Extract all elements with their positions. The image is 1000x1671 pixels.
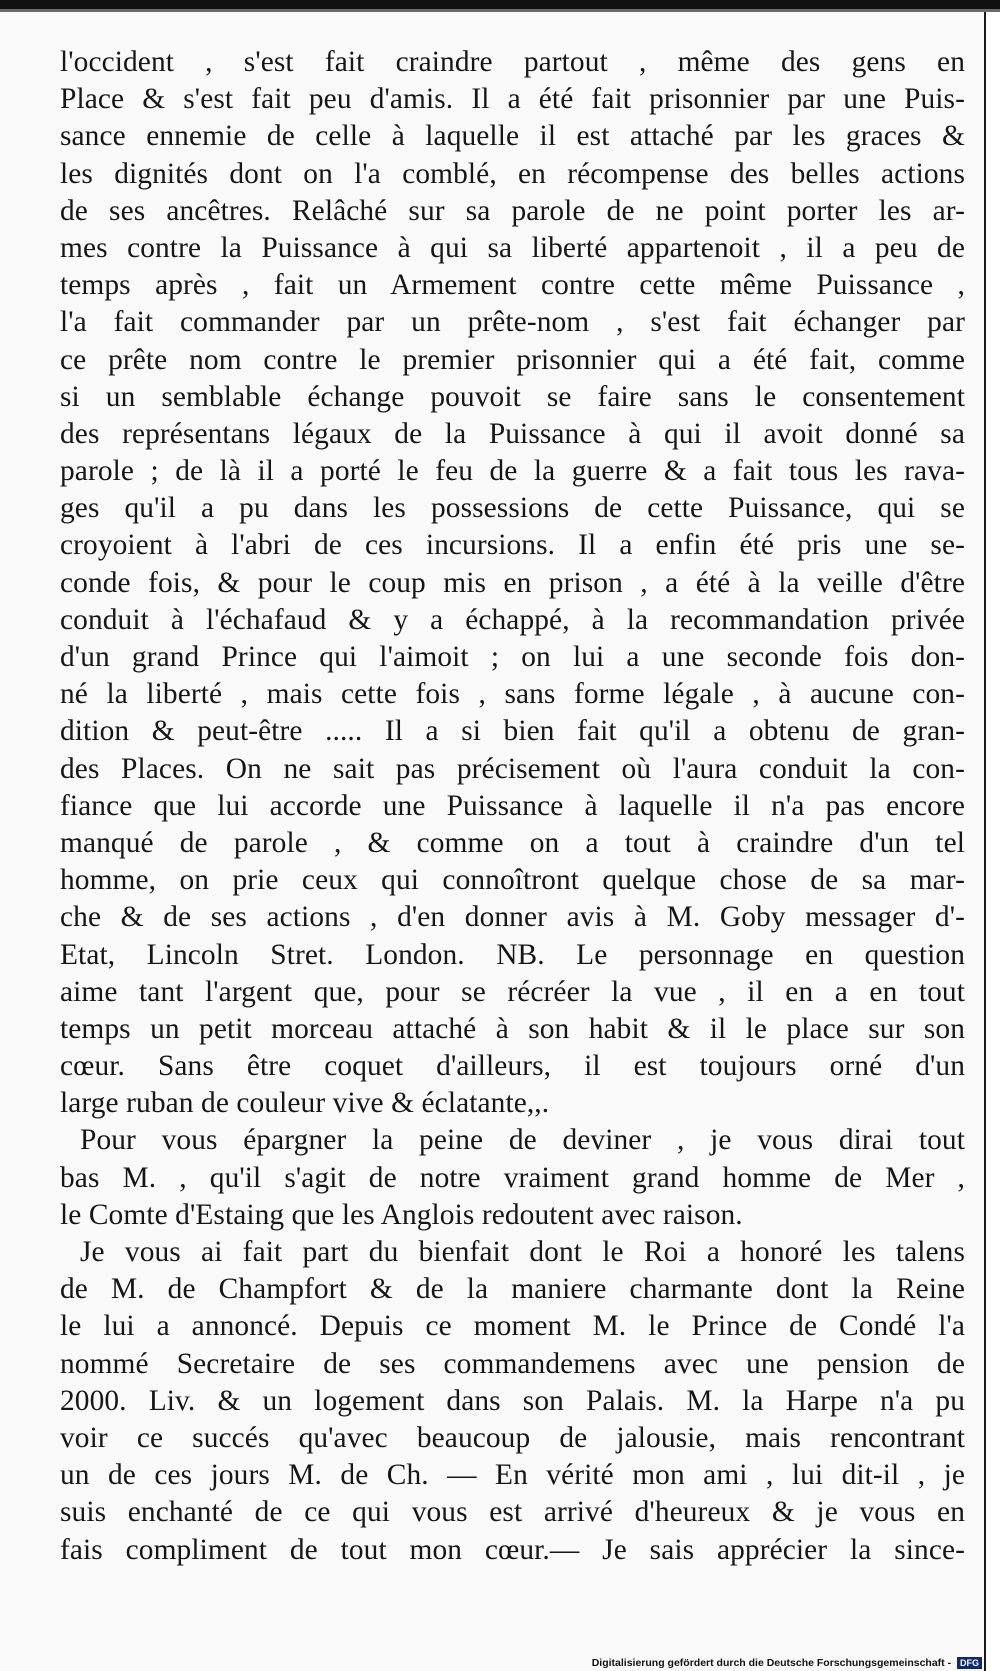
text-line: Etat, Lincoln Stret. London. NB. Le personnage en question	[60, 938, 965, 971]
text-line: fais compliment de tout mon cœur.— Je sais apprécier la since-	[60, 1533, 965, 1566]
text-line: mes contre la Puissance à qui sa liberté appartenoit , il a peu de	[60, 231, 965, 264]
text-line: temps après , fait un Armement contre cette même Puissance ,	[60, 269, 965, 302]
text-line: suis enchanté de ce qui vous est arrivé d'heureux & je vous en	[60, 1496, 965, 1529]
text-line: Place & s'est fait peu d'amis. Il a été fait prisonnier par une Puis-	[60, 83, 965, 116]
text-line: l'occident , s'est fait craindre partout , même des gens en	[60, 46, 965, 78]
text-line: né la liberté , mais cette fois , sans forme légale , à aucune con-	[60, 678, 965, 711]
text-line: che & de ses actions , d'en donner avis à M. Goby messager d'-	[60, 901, 965, 934]
text-line: croyoient à l'abri de ces incursions. Il a enfin été pris une se-	[60, 529, 965, 562]
credit-text: Digitalisierung gefördert durch die Deutsche Forschungsgemeinschaft -	[591, 1657, 952, 1669]
body-text	[60, 44, 965, 1569]
text-line: de ses ancêtres. Relâché sur sa parole de ne point porter les ar-	[60, 194, 965, 227]
text-line: cœur. Sans être coquet d'ailleurs, il est toujours orné d'un	[60, 1050, 965, 1083]
text-line: temps un petit morceau attaché à son habit & il le place sur son	[60, 1012, 965, 1045]
text-line: d'un grand Prince qui l'aimoit ; on lui a une seconde fois don-	[60, 641, 965, 673]
text-line: des représentans légaux de la Puissance à qui il avoit donné sa	[60, 417, 965, 450]
text-line: des Places. On ne sait pas précisement où l'aura conduit la con-	[60, 752, 965, 785]
text-line: sance ennemie de celle à laquelle il est attaché par les graces &	[60, 120, 965, 153]
text-line: conde fois, & pour le coup mis en prison , a été à la veille d'être	[60, 566, 965, 599]
text-line: bas M. , qu'il s'agit de notre vraiment grand homme de Mer ,	[60, 1161, 965, 1194]
top-edge-shadow	[0, 0, 1000, 9]
text-line: manqué de parole , & comme on a tout à craindre d'un tel	[60, 826, 965, 859]
text-line: le Comte d'Estaing que les Anglois redoutent avec raison.	[60, 1198, 743, 1231]
text-line: homme, on prie ceux qui connoîtront quelque chose de sa mar-	[60, 864, 965, 897]
text-line: les dignités dont on l'a comblé, en récompense des belles actions	[60, 157, 965, 190]
text-line: conduit à l'échafaud & y a échappé, à la recommandation privée	[60, 603, 965, 636]
text-line: voir ce succés qu'avec beaucoup de jalousie, mais rencontrant	[60, 1421, 965, 1454]
text-line: parole ; de là il a porté le feu de la guerre & a fait tous les rava-	[60, 455, 965, 488]
text-line: si un semblable échange pouvoit se faire sans le consentement	[60, 380, 965, 413]
text-line: de M. de Champfort & de la maniere charmante dont la Reine	[60, 1273, 965, 1306]
text-line: Je vous ai fait part du bienfait dont le Roi a honoré les talens	[80, 1236, 965, 1268]
digitization-credit	[592, 1657, 982, 1669]
text-line: aime tant l'argent que, pour se récréer la vue , il en a en tout	[60, 975, 965, 1008]
text-line: large ruban de couleur vive & éclatante,,.	[60, 1087, 550, 1120]
text-line: le lui a annoncé. Depuis ce moment M. le Prince de Condé l'a	[60, 1310, 965, 1343]
text-line: fiance que lui accorde une Puissance à laquelle il n'a pas encore	[60, 789, 965, 822]
dfg-logo: DFG	[957, 1657, 982, 1669]
text-line: 2000. Liv. & un logement dans son Palais. M. la Harpe n'a pu	[60, 1384, 965, 1417]
text-line: Pour vous épargner la peine de deviner , je vous dirai tout	[80, 1124, 965, 1157]
text-line: nommé Secretaire de ses commandemens avec une pension de	[60, 1347, 965, 1380]
text-line: ce prête nom contre le premier prisonnier qui a été fait, comme	[60, 343, 965, 376]
text-line: un de ces jours M. de Ch. — En vérité mon ami , lui dit-il , je	[60, 1459, 965, 1492]
top-edge-gray	[0, 9, 1000, 12]
text-line: l'a fait commander par un prête-nom , s'est fait échanger par	[60, 306, 965, 339]
text-line: ges qu'il a pu dans les possessions de cette Puissance, qui se	[60, 492, 965, 525]
text-line: dition & peut-être ..... Il a si bien fait qu'il a obtenu de gran-	[60, 715, 965, 748]
